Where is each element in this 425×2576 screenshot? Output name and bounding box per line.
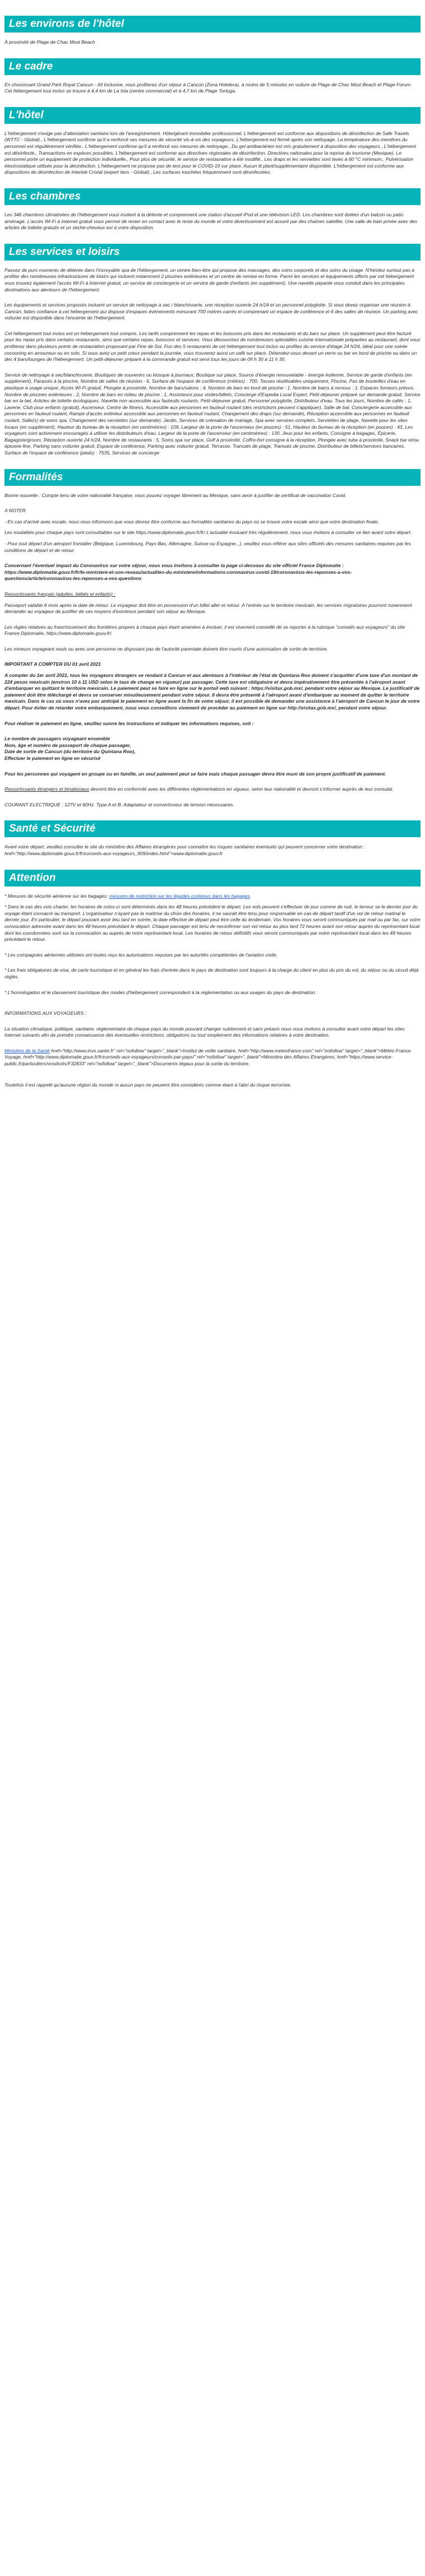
services-text-2: Les équipements et services proposés incluent un service de nettoyage à sec / blanchisserie, une réception ouverte 24 h/24 et un personnel polyglotte. Si vous devez organiser une réunion à Cancún, faites confiance à cet hébergement qui dispose d'espaces événements mesurant 700 mètres carrés et comprenant un espace de conférence et 6 des salles de réunion. Un parking avec voiturier est disponible dans l'enceinte de l'hébergement. [4, 302, 418, 321]
services-text-1: Passez de purs moments de détente dans l'incroyable spa de l'hébergement, un centre bien-être qui propose des massages, des soins corporels et des soins du visage. N'hésitez surtout pas à profiter des nombreuses infrastructures de loisirs qui incluent notamment 2 piscines extérieures et un centre de remise en forme. Parmi les services et équipements offerts par cet hébergement vous trouvez également l'accès Wi-Fi à Internet gratuit, un service de conciergerie et un service de garde d'enfants (en supplément). Une navette payante vous conduit dans les principales destinations aux alentours de l'hébergement. [4, 267, 415, 293]
sante-text: Avant votre départ, veuillez consulter le site du ministère des Affaires étrangères pour connaître les risques sanitaires éventuels qui peuvent concerner votre destination : href="http://www.diplomatie.gouv.fr/fr/conseils-aux-voyageurs_909/index.html">www.diplomatie.gouv.fr [4, 844, 365, 856]
attention-terrorisme: Toutefois il est rappelé qu'aucune région du monde ni aucun pays ne peuvent être considérés comme étant à l'abri du risque terroriste. [4, 1082, 292, 1088]
attention-bagages-label: * Mesures de sécurité aérienne sur les bagages: [4, 893, 108, 899]
liquides-restriction-link[interactable]: mesures de restriction sur les liquides contenus dans les bagages [109, 893, 250, 899]
attention-situation: La situation climatique, politique, sanitaire, réglementaire de chaque pays du monde pouvant changer subitement et sans préavis nous vous invitons à consulter avant votre départ les sites Internet suivants afin de prendre connaissance des éventuelles restrictions, obligations ou tout simplement des informations relatives à votre destination. [4, 1025, 405, 1038]
attention-vols-charter: * Dans le cas des vols charter, les horaires de colos-ci sont déterminés dans les 48 heures précédent le départ. Les vols peuvent s'effectuer de jour comme de nuit, le terreur se le dernier jour du voyage étant consacré au transport. L'organisateur n'ayant pas la maîtrise du choix des horaires, il ne saurait être tenu pour responsable en cas de départ tardif d'un vol de retour matinal le dernier jour. En particulier, le départ pouvant avoir lieu tard en soirée, la date effective de départ peut être celle du lendemain. Vos horaires vous seront communiqués par mail ou par fax, sur votre convocation adressée avant dans les 48 heures précédant le départ. Chaque passager est tenu de reconfirmer son vol retour au plus tard 72 heures avant son retour auprès du représentant local dont les coordonnées sont sur la convocation au auprès de notre représentant local. Les horaires de retour définitifs vous seront communiqués par notre représentant local dans les 48 heures précédant le retour. [4, 904, 421, 943]
formalites-taxe: A compter du 1er avril 2021, tous les voyageurs étrangers se rendant à Cancun et aux alentours à l'intérieur de l'état de Quintana Roo doivent s'acquitter d'une taxe d'un montant de 224 pesos mexicain (environ 10 à 11 USD selon le taux de change en vigueur) par passager. Cette taxe est obligatoire et devra impérativement être présentée à l'aéroport avant d'embarquer en quittant le territoire mexicain. Le paiement peut se faire en ligne sur le portail web suivant : https://visitax.gob.mx/, pendant votre séjour au Mexique. Le justificatif de paiement doit être téléchargé et devra se conserver minutieusement pendant votre séjour. Il devra être présenté à l'aéroport avant d'embarquer au moment de quitter le territoire mexicain. Dans le cas où vous n'avez pas anticipé le paiement en ligne avant la fin de votre séjour, il est possible de demander une assistance à l'aéroport de Cancun le jour de votre départ. Pour éviter de retarder votre embarquement, nous vous conseillons vivement de procéder au paiement en ligne sur http://visitax.gob.mx/, pendant votre séjour. [4, 672, 420, 711]
formalites-list-item: Date de sortie de Cancun (du territoire du Quintana Roo), [4, 749, 136, 755]
attention-homologation: * L'homologation et le classement touristique des modes d'hébergement correspondent à la réglementation ou aux usages du pays de destination. [4, 989, 317, 995]
attention-compagnies: * Les compagnies aériennes utilisées ont toutes reçu les autorisations requises par les autorités compétentes de l'aviation civile. [4, 952, 278, 958]
hotel-text: L'hébergement n'exige pas d'attestation sanitaire lors de l'enregistrement. Hôte/gérant immobilier professionnel, L'hébergement est conforme aux dispositions de désinfection de Safe Travels (WTTC - Global)., L'hébergement confirme qu'il a renforcé ses mesures de sécurité vis-à-vis des voyageurs. L'hébergement est fermé après son nettoyage. La température des membres du personnel est régulièrement vérifiée., L'hébergement confirme qu'il a renforcé ses mesures de nettoyage., Du gel antibactérien est mis gratuitement à disposition des voyageurs., L'hébergement est désinfecté., Transactions en espèces possibles, L'hébergement est conforme aux directives régionales de désinfection. Directives nationales pour la reprise du tourisme (Mexique). Le personnel porte un équipement de protection individuelle., Pour plus de sécurité, le service de restauration a été modifié., Les draps et les serviettes sont lavés à 60 °C minimum., Pulvérisation électrostatique utilisée pour la désinfection. L'hébergement ne propose pas de test pour le COVID-19 sur place. Aucun lit plant/supplémentaire disponible. L'hébergement est conforme aux dispositions de désinfection de Intertek Cristal (expert tiers - Global)., Les surfaces touchées fréquemment sont désinfectées. [4, 130, 416, 175]
section-header-formalites: Formalités [4, 469, 421, 486]
section-header-hotel: L'hôtel [4, 107, 421, 124]
attention-bagages-end: . [250, 893, 251, 899]
chambres-text: Les 346 chambres climatisées de l'hébergement vous invitent à la détente et comprennent une station d'accueil iPod et une télévision LED. Les chambres sont dotées d'un balcon ou patio aménagé. L'accès Wi-Fi à Internet gratuit vous permet de rester en contact avec le reste du monde et votre divertissement est assuré par des chaînes satellite. Une salle de bain privée avec des articles de toilette gratuits et un sèche-cheveux est à votre disposition. [4, 211, 418, 231]
formalites-ressortissants-title: Ressortissants français (adultes, bébés et enfants) : [4, 591, 116, 597]
section-header-cadre: Le cadre [4, 58, 421, 75]
attention-frais: * Les frais obligatoires de visa, de carte touristique et en général les frais d'entrée dans le pays de destination sont toujours à la charge du client en plus du prix du vol, du séjour ou du circuit déjà réglés. [4, 967, 419, 980]
section-header-services: Les services et loisirs [4, 244, 421, 261]
formalites-coronavirus: Concernant l'éventuel impact du Coronavirus sur votre séjour, nous vous invitons à consulter la page ci-dessous du site officiel France Diplomatie : https://www.diplomatie.gouv.fr/fr/le-ministere-et-son-reseau/actualites-du-ministere/informations-coronavirus-covid-19/coronavirus-les-reponses-a-vos-questions/article/coronavirus-les-reponses-a-vos-questions [4, 563, 352, 582]
formalites-list-item: Nom, âge et numéro de passeport de chaque passager, [4, 742, 131, 748]
formalites-passeport: Passeport valable 6 mois après la date de retour. Le voyageur doit être en possession d'un billet aller et retour. A l'entrée sur le territoire mexicain, les services migratoires pourront notamment demander au voyageur de justifier de ses moyens d'existence pendant son séjour au Mexique. [4, 602, 412, 615]
formalites-regles: Les règles relatives au franchissement des frontières propres à chaque pays étant amenées à évoluer, il est vivement conseillé de se reporter à la rubrique "conseils aux voyageurs" du site France Diplomatie, https://www.diplomatie.gouv.fr/. [4, 624, 405, 637]
section-header-environs: Les environs de l'hôtel [4, 16, 421, 33]
section-header-chambres: Les chambres [4, 188, 421, 205]
ministere-sante-link[interactable]: Ministère de la Santé [4, 1047, 50, 1053]
environs-text: À proximité de Plage de Chac Mool Beach [4, 39, 95, 45]
formalites-list-item: Effectuer le paiement en ligne en sécurisé [4, 755, 101, 761]
services-text-4: Service de nettoyage à sec/blanchisserie, Boutiques de souvenirs ou kiosque à journaux, Boutique sur place, Source d'énergie renouvelable - énergie éolienne, Service de garde d'enfants (en supplément), Parasols à la piscine, Nombre de salles de réunion - 6, Surface de l'espace de conférence (mètres) : 700, Tasses réutilisables uniquement, Piscine, Pas de bouteilles d'eau en plastique à usage unique, Accès Wi-Fi gratuit, Plongée à proximité, Nombre de bars/salons : 4, Nombre de bars en bord de piscine : 1, Nombre de bains à remous : 1, Espaces fumeurs prévus, Nombre de piscines extérieures : 2, Nombre de bars en milieu de piscine : 1, Assistance pour visites/billets, Concierge d'Expedia Local Expert, Petit-déjeuner préparé sur demande gratuit, Service bar en la bel, Articles de toilette écologiques, Navette non accessible aux fauteuils roulants, Petit-déjeuner gratuit, Personnel polyglotte, Distributeur d'eau, Tous les jours, Nombre de cafés : 1, Laverie, Club pour enfants (gratuit), Ascenseur, Centre de fitness, Accessible aux personnes en fauteuil roulant (des restrictions peuvent s'appliquer), Salle de bal, Conciergerie accessible aux personnes en fauteuil roulant, Rampe d'accès extérieur accessible aux personnes en fauteuil roulant, Changement des draps (sur demande), Réception accessible aux personnes en fauteuil roulant, Salle(s) de soins spa, Changement des serviettes (sur demande), Jardin, Services de crémation de mariage, Spa avec services complets, Serviettes de plage, Navette pour les sites locaux (en supplément), Hauteur du bureau de la réception (en centimètres) : 109, Largeur de la porte de l'ascenseur (en pouces) : 51, Hauteur du bureau de la réception (en pouces) : 43, Les voyageurs sont activement encouragés à utiliser les distributeurs d'eau, Largeur de la porte de l'ascenseur (en centimètres) : 130, Jeux pour les enfants, Consigne à bagages, Épicerie, Bagagiste/groom, Réception ouverte 24 h/24, Nombre de restaurants : 5, Soins spa sur place, Golf à proximité, Coffre-fort consigne à la réception, Plongée avec tuba à proximité, Snack bar et/ou épicerie fine, Parking sans voiturier gratuit, Espace de conférence, Parking avec voiturier gratuit, Terrasse, Transats de plage, Transats de piscine, Distributeur de billets/services bancaires, Surface de l'espace de conférence (pieds) : 7535, Services de concierge [4, 372, 421, 456]
formalites-paiement: Pour réaliser le paiement en ligne, veuillez suivre les instructions et indiquer les informations requises, soit : [4, 720, 254, 726]
formalites-a-noter: A NOTER [4, 508, 26, 514]
formalites-groupe: Pour les personnes qui voyagent en groupe ou en famille, un seul paiement peut se faire mais chaque passager devra être muni de son propre justificatif de paiement. [4, 771, 386, 777]
formalites-escale: - En cas d'arrivé avec escale, nous vous informons que vous devrez être conforme aux formalités sanitaires du pays où se trouve votre escale ainsi que votre destination finale. [4, 518, 380, 525]
formalites-frontalier: - Pour tout départ d'un aéroport frontalier (Belgique, Luxembourg, Pays-Bas, Allemagne, Suisse ou Espagne...), veuillez vous référer aux sites officiels des mesures sanitaires requises par les conditions de départ et de retour. [4, 540, 411, 553]
formalites-intro: Bonne nouvelle : Compte tenu de votre nationalité française, vous pouvez voyager librement au Mexique, sans avoir à justifier de certificat de vaccination Covid. [4, 492, 347, 498]
formalites-modalites: Les modalités pour chaque pays sont consultables sur le site https://www.diplomatie.gouv.fr/fr/ L'actualité évoluant très régulièrement, nous vous invitons à consulter ce lien avant votre départ. [4, 530, 412, 536]
attention-liens-text: href="http://www.invs.sante.fr" rel="nofollow" target="_blank">Institut de veille sanitaire, href="http://www.meteofrance.com" rel="nofollow" target="_blank">Météo France Voyage, href="http://www.diplomatie.gouv.fr/fr/conseils-aux-voyageurs/conseils-par-pays/" rel="nofollow" target="_blank">Ministère des Affaires Étrangères, href="https://www.service-public.fr/particuliers/vosdroits/F32833" rel="nofollow" target="_blank">Documents légaux pour la sortie du territoire. [4, 1047, 411, 1067]
formalites-courant: COURANT ELECTRIQUE : 127V et 60Hz. Type A et B. Adaptateur et convertisseur de tension nécessaires. [4, 801, 234, 807]
attention-infos-title: INFORMATIONS AUX VOYAGEURS : [4, 1010, 87, 1017]
formalites-etrangers [4, 786, 421, 793]
formalites-list-item: Le nombre de passagers voyageant ensemble [4, 736, 110, 742]
attention-bagages [4, 893, 421, 900]
services-text-3: Cet hébergement tout inclus est un hébergement tout compris. Les tarifs comprennent les repas et les boissons pris dans les restaurants et du bars sur place. Un supplément peut être facturé pour les repas pris dans certains restaurants, ainsi que certains repas, boissons et services. Vous découvrirez de nombreuses spécialités cuisine internationale préparées au restaurant, dont vous profiterez dans plusieurs points de restauration proposant par Fine de Sol. Fun des 5 restaurants de cet hébergement tout inclus ou profitez du service d'étage 24 h/24, idéal pour une soirée cocooning en amoureux ou en solo. Si vous avez un petit creux pendant la journée, vous trouverez aussi un café sur place. Détendez-vous devant un verre ou bar en bord de piscine ou dans un des 4 bars/lounges de l'hébergement. Un petit-déjeuner préparé à la commande gratuit est servi tous les jours de 09 h 30 à 11 h 30. [4, 330, 421, 363]
section-header-sante: Santé et Sécurité [4, 820, 421, 837]
formalites-important-title: IMPORTANT A COMPTER DU 01 avril 2021 [4, 661, 101, 667]
section-header-attention: Attention [4, 870, 421, 886]
attention-liens [4, 1048, 421, 1067]
formalites-mineurs: Les mineurs voyageant seuls ou avec une personne ne disposant pas de l'autorité parentale doivent être munis d'une autorisation de sortie de territoire. [4, 646, 329, 652]
formalites-etrangers-text: devront être en conformité avec les différentes réglementations en vigueur, selon leur nationalité et devront s'informer auprès de leur consulat. [90, 786, 394, 792]
formalites-etrangers-title: Ressortissants étrangers et binationaux [4, 786, 89, 792]
page-content [0, 16, 425, 1088]
cadre-text: En choisissant Grand Park Royal Cancun - All Inclusive, vous profiterez d'un séjour à Cancún (Zona Hotelera), à moins de 5 minutes en voiture de Plage de Chac Mool Beach et Plage Forum. Cet hébergement tout inclus se trouve à 4,4 km de La Isla (centre commercial) et à 4,7 km de Plage Tortuga. [4, 81, 412, 94]
